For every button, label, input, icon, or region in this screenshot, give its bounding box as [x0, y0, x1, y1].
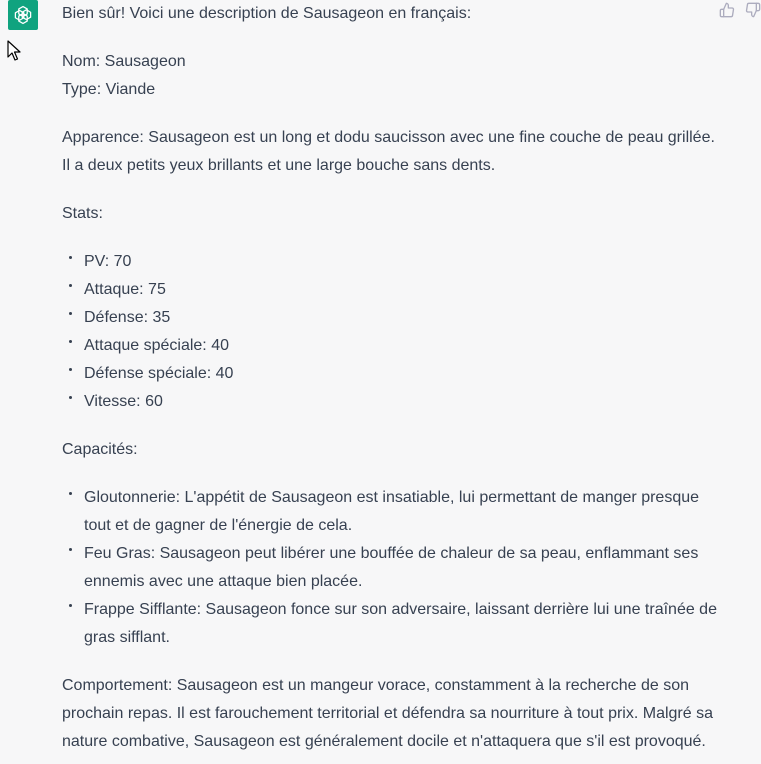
- ability-line: Gloutonnerie: L'appétit de Sausageon est insatiable, lui permettant de manger presque: [84, 489, 700, 506]
- openai-logo-icon: [12, 4, 34, 26]
- list-item: Défense spéciale: 40: [62, 360, 722, 388]
- list-item: Attaque: 75: [62, 276, 722, 304]
- appearance-line: Il a deux petits yeux brillants et une large bouche sans dents.: [62, 157, 496, 174]
- list-item: Défense: 35: [62, 304, 722, 332]
- behavior-line: Comportement: Sausageon est un mangeur vorace, constamment à la recherche de son: [62, 677, 690, 694]
- mouse-cursor-icon: [7, 40, 23, 62]
- list-item: [62, 484, 722, 540]
- ability-line: Frappe Sifflante: Sausageon fonce sur son adversaire, laissant derrière lui une traînée de: [84, 601, 717, 618]
- appearance-line: Apparence: Sausageon est un long et dodu saucisson avec une fine couche de peau grillée.: [62, 129, 715, 146]
- type-line: Type: Viande: [62, 81, 156, 98]
- thumbs-down-icon[interactable]: [745, 2, 761, 18]
- assistant-avatar: [8, 0, 38, 30]
- ability-line: gras sifflant.: [84, 629, 170, 646]
- name-line: Nom: Sausageon: [62, 53, 186, 70]
- intro-text: Bien sûr! Voici une description de Sausageon en français:: [62, 5, 472, 22]
- behavior-line: nature combative, Sausageon est généralement docile et n'attaquera que s'il est provoqué.: [62, 733, 706, 750]
- ability-line: Feu Gras: Sausageon peut libérer une bouffée de chaleur de sa peau, enflammant ses: [84, 545, 699, 562]
- list-item: Vitesse: 60: [62, 388, 722, 416]
- list-item: [62, 596, 722, 652]
- ability-line: tout et de gagner de l'énergie de cela.: [84, 517, 353, 534]
- message-content: [62, 0, 722, 756]
- stats-list: [62, 248, 722, 416]
- abilities-heading: Capacités:: [62, 441, 138, 458]
- list-item: Attaque spéciale: 40: [62, 332, 722, 360]
- stats-heading: Stats:: [62, 205, 103, 222]
- behavior-line: prochain repas. Il est farouchement territorial et défendra sa nourriture à tout prix. Malgré sa: [62, 705, 713, 722]
- list-item: [62, 540, 722, 596]
- abilities-list: [62, 484, 722, 652]
- message-actions: [719, 2, 761, 18]
- list-item: PV: 70: [62, 248, 722, 276]
- ability-line: ennemis avec une attaque bien placée.: [84, 573, 363, 590]
